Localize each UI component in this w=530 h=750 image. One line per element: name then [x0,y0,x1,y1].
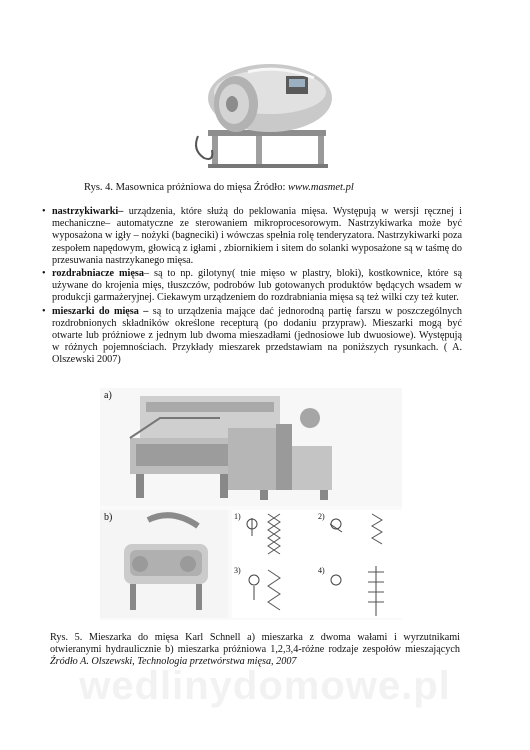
bullet-text: urządzenia, które służą do peklowania mięsa. Występują w wersji ręcznej i mechaniczne– automatyczne ze sterowaniem mikroprocesorowym. Nastrzykiwarka może być wyposażona w igły – nożyki (bagneciki) i wówczas spełnia rolę tenderyzatora. Nastrzykiwarki poza zespołem napędowym, głowicą z igłami , zbiornikiem i sitem do solanki wyposażone są w taśmę do przesuwania nastrzykanego mięsa. [52,206,462,266]
panel-a-label: a) [104,390,112,401]
bullet-term: rozdrabniacze mięsa [52,268,144,280]
panel-b-label: b) [104,512,113,523]
bullet-mieszarki [42,306,462,367]
sub-label-3: 3) [234,566,241,575]
bullet-nastrzykiwarki [42,206,462,267]
figure-5 [100,388,402,620]
sub-label-2: 2) [318,512,325,521]
watermark: wedlinydomowe.pl [79,664,451,708]
mixing-units-diagram [232,510,402,618]
bullet-list [42,206,462,368]
bullet-dot: • [42,305,46,317]
bullet-dot: • [42,268,46,280]
bullet-text: są to urządzenia mające dać jednorodną partię farszu w poszczególnych rozdrobnionych składników określone recepturą (po dodaniu przypraw). Mieszarki mogą być otwarte lub próżniowe z jednym lub dwoma mieszadłami (jednosiowe lub dwuosiowe). Występują w różnych pojemnościach. Przykłady mieszarek przedstawiam na poniższych rysunkach. ( A. Olszewski 2007) [52,305,463,366]
bullet-dot: • [42,206,46,217]
figure-5-caption: Rys. 5. Mieszarka do mięsa Karl Schnell a) mieszarka z dwoma wałami i wyrzutnikami otwieranymi hydraulicznie b) mieszarka próżniowa 1,2,3,4-różne rodzaje zespołów mieszających Źródło A. Olszewski, Technologia przetwórstwa mięsa, 2007 [50,632,460,667]
bullet-term: nastrzykiwarki– [52,206,124,217]
sub-label-4: 4) [318,566,325,575]
bullet-term: mieszarki do mięsa – [52,305,149,317]
bullet-text: – są to np. gilotyny( tnie mięso w plastry, bloki), kostkownice, które są używane do krojenia mięs, tłuszczów, podrobów lub gotowanych produktów będących wsadem w produkcji garmażeryjnej. Ciekawym urządzeniem do rozdrabniania mięsa są też wilki czy też kuter. [52,268,463,304]
figure-4-source: www.masmet.pl [288,182,354,193]
figure-5-source: Źródło A. Olszewski, Technologia przetwórstwa mięsa, 2007 [50,656,297,667]
figure-4-caption: Rys. 4. Masownica próżniowa do mięsa Źródło: www.masmet.pl [84,182,354,193]
vacuum-mixer-photo [100,510,228,618]
vacuum-tumbler-photo [178,58,350,170]
sub-label-1: 1) [234,512,241,521]
mixer-two-shafts-photo [100,388,402,506]
bullet-rozdrabniacze [42,268,462,305]
